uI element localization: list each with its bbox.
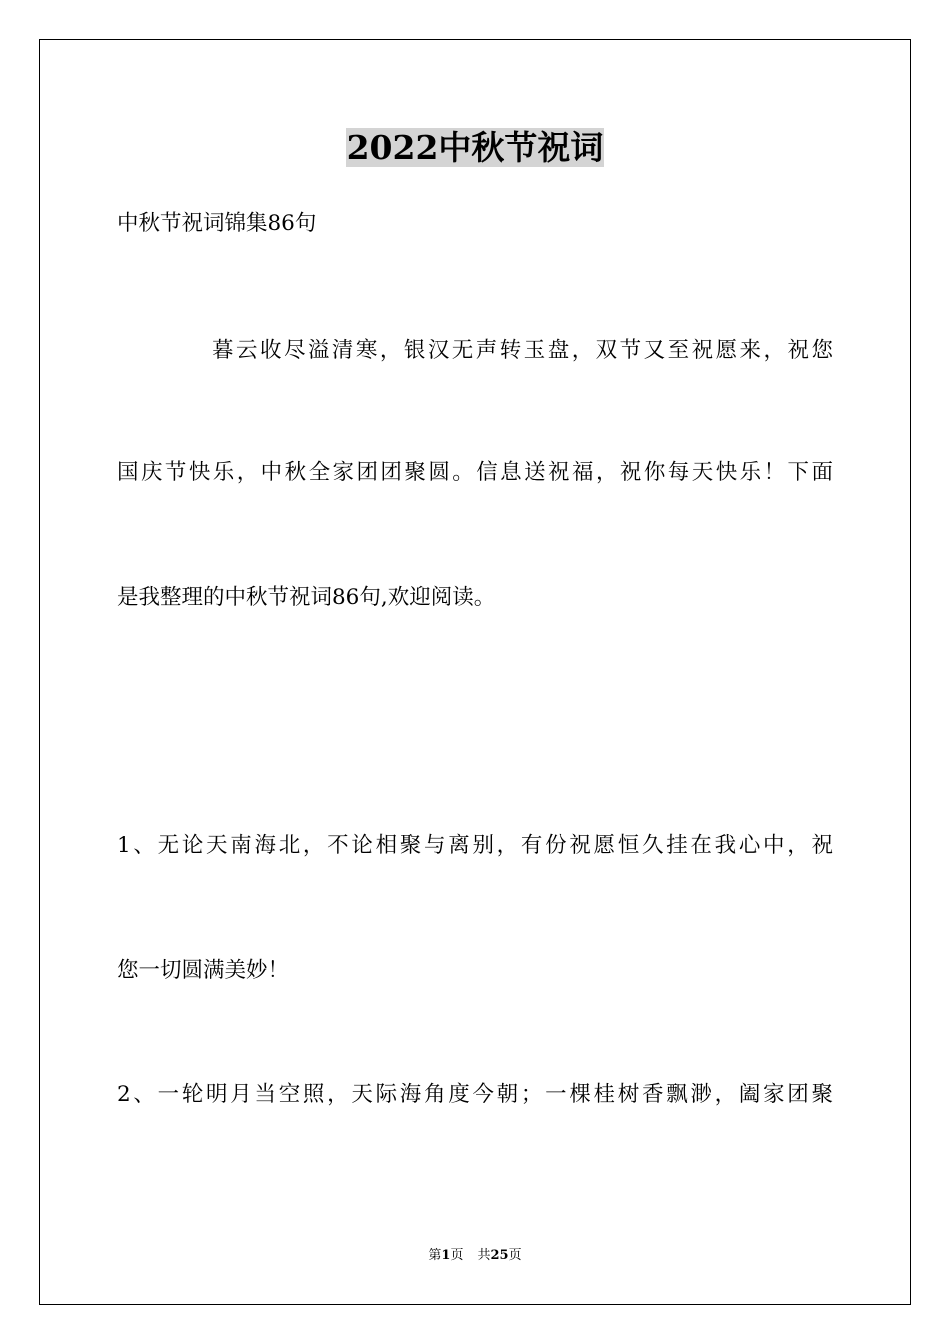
intro-line-2: 国庆节快乐，中秋全家团团聚圆。信息送祝福，祝你每天快乐！下面 [117,460,833,485]
item-2-line-1: 2、一轮明月当空照，天际海角度今朝；一棵桂树香飘渺，阖家团聚 [117,1082,833,1107]
page-footer [0,1247,950,1265]
document-title-text: 2022中秋节祝词 [346,128,604,167]
document-subtitle: 中秋节祝词锦集86句 [117,211,317,236]
item-1-line-1: 1、无论天南海北，不论相聚与离别，有份祝愿恒久挂在我心中，祝 [117,833,833,858]
item-1-line-2: 您一切圆满美妙！ [117,958,290,983]
footer-page-suffix: 页 [450,1248,464,1263]
intro-line-1: 暮云收尽溢清寒，银汉无声转玉盘，双节又至祝愿来，祝您 [212,338,833,363]
document-title [0,126,950,170]
footer-total-pages: 25 [490,1248,509,1263]
footer-page-prefix: 第 [428,1248,442,1263]
footer-total-suffix: 页 [508,1248,522,1263]
footer-page-number: 1 [441,1248,451,1263]
intro-line-3: 是我整理的中秋节祝词86句,欢迎阅读。 [117,585,496,610]
footer-total-prefix: 共 [477,1248,491,1263]
